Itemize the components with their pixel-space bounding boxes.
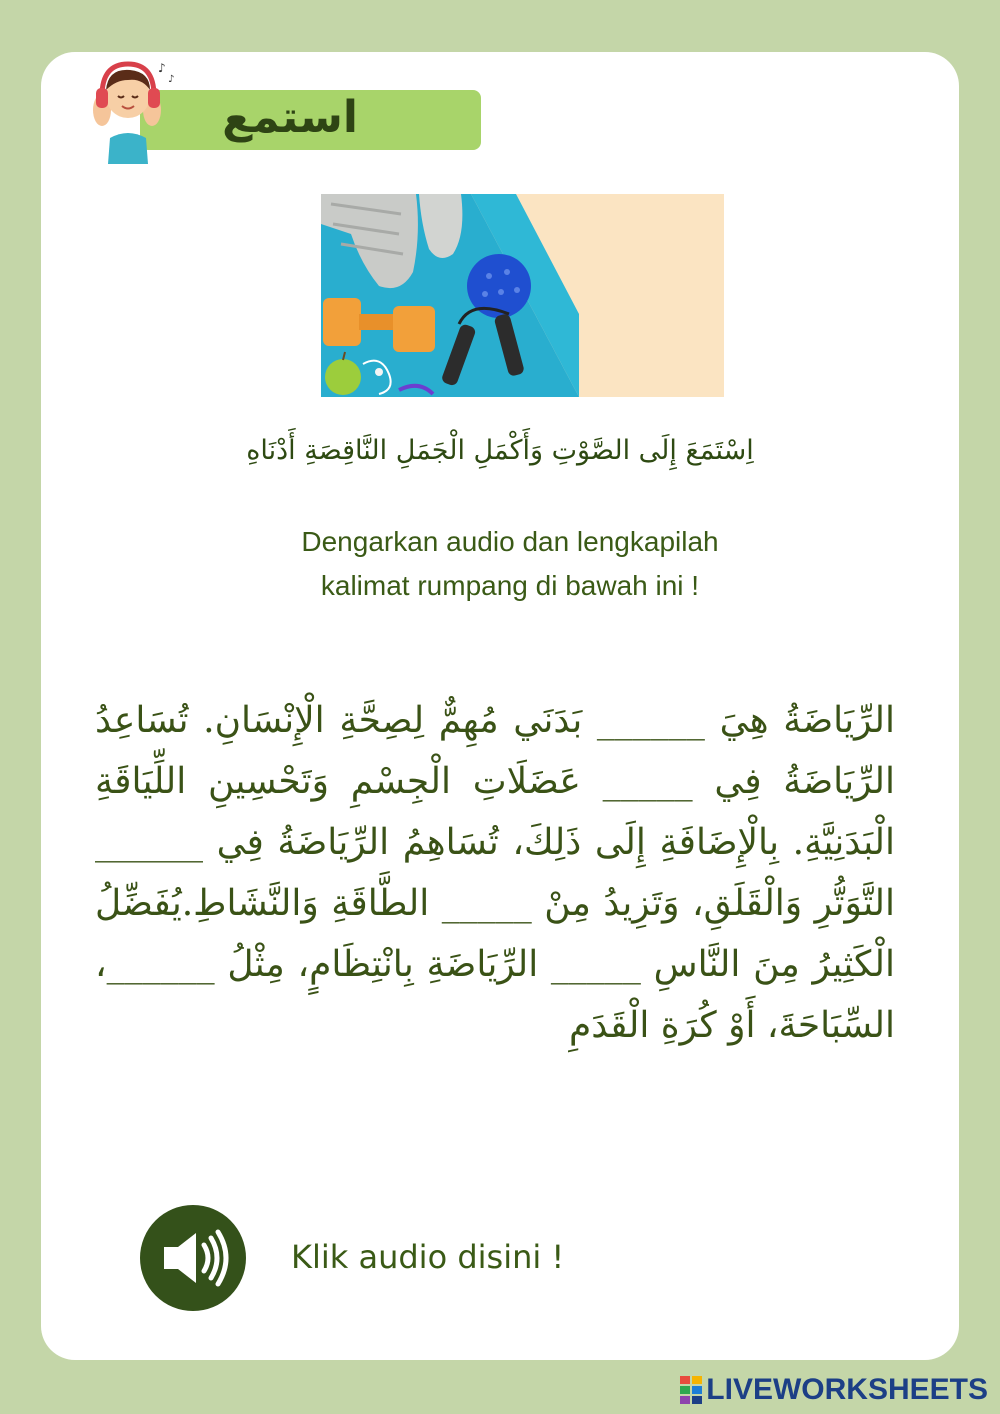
liveworksheets-logo-icon xyxy=(680,1376,702,1404)
instruction-arabic: اِسْتَمَعَ إِلَى الصَّوْتِ وَأَكْمَلِ الْجَمَلِ النَّاقِصَةِ أَدْنَاهِ xyxy=(246,435,754,466)
listening-kid-icon xyxy=(86,58,186,164)
instruction-line-2: kalimat rumpang di bawah ini ! xyxy=(320,570,700,601)
fill-in-passage: الرِّيَاضَةُ هِيَ ______ بَدَنَي مُهِمٌّ لِصِحَّةِ الْإِنْسَانِ. تُسَاعِدُ الرِّيَاضَةُ فِي _____ عَضَلَاتِ الْجِسْمِ وَتَحْسِينِ اللِّيَاقَةِ الْبَدَنِيَّةِ. بِالْإِضَافَةِ إِلَى ذَلِكَ، تُسَاهِمُ الرِّيَاضَةُ فِي ______ التَّوَتُّرِ وَالْقَلَقِ، وَتَزِيدُ مِنْ _____ الطَّاقَةِ وَالنَّشَاطِ.يُفَضِّلُ الْكَثِيرُ مِنَ النَّاسِ _____ الرِّيَاضَةِ بِانْتِظَامٍ، مِثْلُ ______، السِّبَاحَةَ، أَوْ كُرَةِ الْقَدَمِ xyxy=(95,700,895,1046)
instruction-line-1: Dengarkan audio dan lengkapilah xyxy=(301,526,719,557)
page-title: استمع xyxy=(222,92,358,143)
fitness-equipment-illustration xyxy=(321,194,724,397)
instruction-indonesian xyxy=(150,520,870,608)
audio-play-button[interactable] xyxy=(140,1205,246,1311)
svg-text:♪: ♪ xyxy=(168,74,175,85)
fitness-equipment-image xyxy=(321,194,724,397)
audio-label[interactable]: Klik audio disini ! xyxy=(291,1238,565,1276)
liveworksheets-brand[interactable] xyxy=(680,1373,988,1407)
speaker-icon xyxy=(140,1205,246,1311)
brand-name: LIVEWORKSHEETS xyxy=(706,1373,988,1406)
svg-text:♪: ♪ xyxy=(158,61,166,75)
